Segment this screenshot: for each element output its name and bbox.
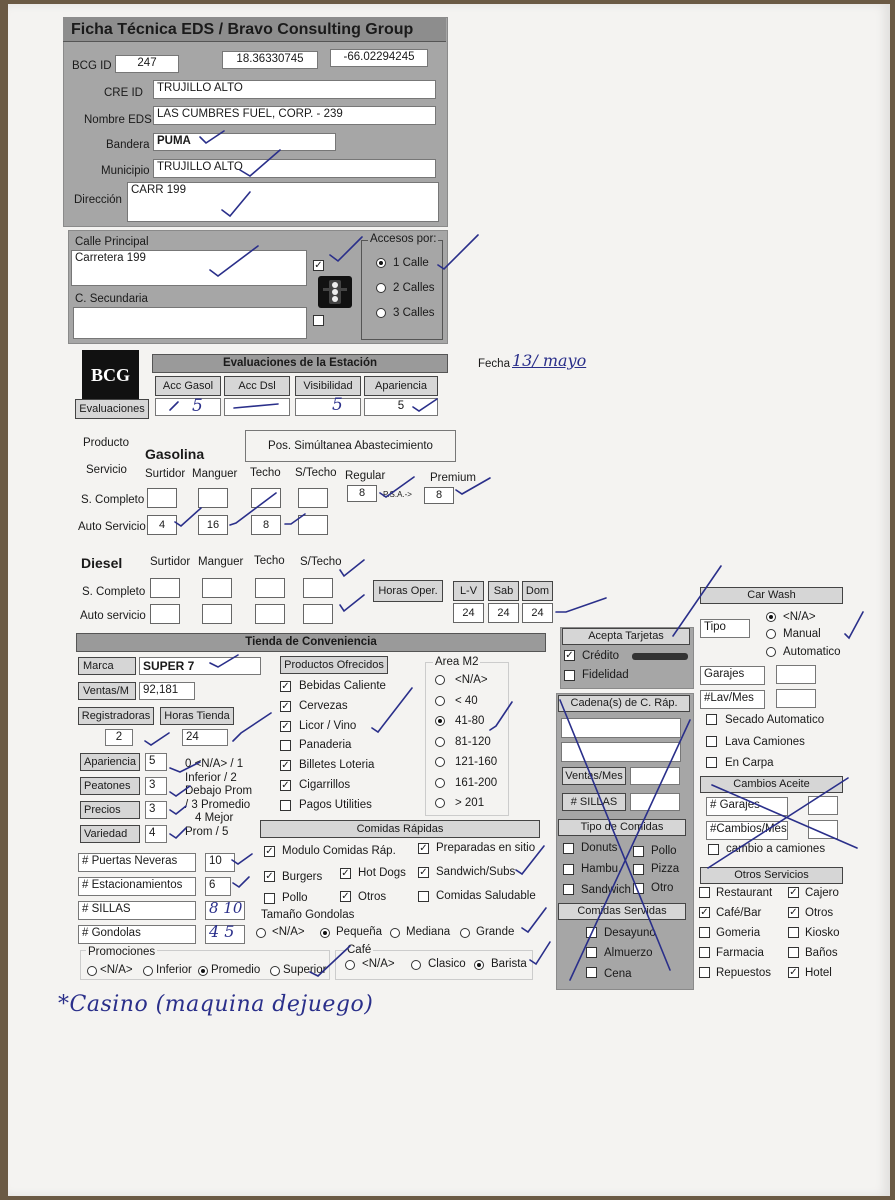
cb-preparadas[interactable]: ✓ <box>419 843 428 854</box>
latitude-field[interactable]: 18.36330745 <box>222 51 318 69</box>
servidas-header: Comidas Servidas <box>558 903 686 920</box>
cb-pollo[interactable] <box>264 893 275 904</box>
dsl-col-techo: Techo <box>254 555 285 567</box>
lbl-en-carpa: En Carpa <box>725 757 774 769</box>
dsl-row-s-completo: S. Completo <box>82 586 146 598</box>
eval-acc-gasol-value[interactable] <box>155 398 221 416</box>
carwash-auto-radio[interactable] <box>766 647 776 657</box>
area-radio[interactable] <box>435 675 445 685</box>
dsl-as-manguer[interactable] <box>202 604 232 624</box>
lbl-donuts: Donuts <box>581 842 618 854</box>
lbl-fidelidad: Fidelidad <box>582 669 629 681</box>
area-radio[interactable] <box>435 757 445 767</box>
producto-label: Producto <box>83 437 130 449</box>
bcg-logo: BCG <box>82 350 139 400</box>
area-radio[interactable] <box>435 737 445 747</box>
horas-tienda-field[interactable]: 24 <box>182 729 228 746</box>
cafe-radio[interactable] <box>411 960 421 970</box>
otros-checkbox[interactable]: ✓ <box>789 907 798 918</box>
aceite-cambios-field[interactable] <box>808 820 838 839</box>
promo-option-label: <N/A> <box>100 964 133 976</box>
puertas-label: # Puertas Neveras <box>78 853 196 872</box>
variedad-field[interactable]: 4 <box>145 825 167 843</box>
precios-label: Precios <box>80 801 140 819</box>
otros-checkbox[interactable] <box>699 967 710 978</box>
otros-label: Farmacia <box>716 947 764 959</box>
cre-label: CRE ID <box>104 87 143 99</box>
horas-lv-value[interactable]: 24 <box>453 603 484 623</box>
cb-pollo-c[interactable] <box>633 846 644 857</box>
gas-as-s-techo[interactable] <box>298 515 328 535</box>
horas-oper-label: Horas Oper. <box>373 580 443 602</box>
productos-label: Cervezas <box>299 699 348 712</box>
tarjetas-header: Acepta Tarjetas <box>562 628 690 645</box>
productos-label: Bebidas Caliente <box>299 680 386 692</box>
promo-radio[interactable] <box>143 966 153 976</box>
carwash-na-label: <N/A> <box>783 611 816 623</box>
form-title: Ficha Técnica EDS / Bravo Consulting Group <box>63 17 446 42</box>
productos-checkbox[interactable]: ✓ <box>281 760 290 772</box>
bandera-field[interactable]: PUMA <box>153 133 336 151</box>
bcg-id-field[interactable]: 247 <box>115 55 179 73</box>
lbl-cena: Cena <box>604 968 632 980</box>
cb-sandwich-c[interactable] <box>563 884 574 895</box>
lbl-pollo-c: Pollo <box>651 845 677 857</box>
gas-sc-surtidor[interactable] <box>147 488 177 508</box>
precios-field[interactable]: 3 <box>145 801 167 819</box>
productos-header: Productos Ofrecidos <box>280 656 388 674</box>
cb-fidelidad[interactable] <box>564 670 575 681</box>
garajes-field[interactable] <box>776 665 816 684</box>
eval-visibilidad-handwritten: 5 <box>332 395 343 415</box>
promo-option-label: Promedio <box>211 964 261 976</box>
cadena-ventas-label: Ventas/Mes <box>562 767 626 785</box>
area-radio[interactable] <box>435 716 445 726</box>
carwash-manual-radio[interactable] <box>766 629 776 639</box>
carwash-auto-label: Automatico <box>783 646 841 658</box>
area-option-label: 121-160 <box>455 756 498 768</box>
otros-label: Baños <box>805 947 838 959</box>
cb-otro-c[interactable] <box>633 883 644 894</box>
area-radio[interactable] <box>435 696 445 706</box>
nombre-field[interactable]: LAS CUMBRES FUEL, CORP. - 239 <box>153 106 436 125</box>
lbl-credito: Crédito <box>582 650 620 662</box>
gas-col-s-techo: S/Techo <box>295 467 337 479</box>
gas-row-auto-servicio: Auto Servicio <box>78 521 146 533</box>
horas-col-dom: Dom <box>522 581 553 601</box>
gondola-option-label: Grande <box>476 926 515 938</box>
productos-checkbox[interactable]: ✓ <box>281 720 290 732</box>
lbl-secado: Secado Automatico <box>725 714 825 726</box>
area-option-label: 41-80 <box>455 715 485 727</box>
promo-radio[interactable] <box>270 966 280 976</box>
lbl-modulo: Modulo Comidas Ráp. <box>282 845 396 857</box>
estacionamientos-label: # Estacionamientos <box>78 877 196 896</box>
gondola-title: Tamaño Gondolas <box>261 909 355 921</box>
gondola-option-label: Mediana <box>406 926 451 938</box>
gondola-option-label: <N/A> <box>272 926 305 938</box>
eval-acc-gasol-handwritten: 5 <box>192 396 203 416</box>
eval-col-acc-dsl: Acc Dsl <box>224 376 290 396</box>
gondolas-label: # Gondolas <box>78 925 196 944</box>
cadena-sillas-field[interactable] <box>630 793 680 811</box>
cb-secado[interactable] <box>706 714 717 725</box>
registradoras-label: Registradoras <box>78 707 154 725</box>
variedad-label: Variedad <box>80 825 140 843</box>
calle-principal-label: Calle Principal <box>75 236 149 248</box>
area-option-label: 81-120 <box>455 735 491 748</box>
premium-field[interactable]: 8 <box>424 487 454 504</box>
lbl-saludable: Comidas Saludable <box>436 890 536 902</box>
lbl-sandwich-c: Sandwich <box>581 884 631 896</box>
cadena-header: Cadena(s) de C. Ráp. <box>558 695 690 712</box>
otros-checkbox[interactable] <box>699 947 710 958</box>
gas-as-techo[interactable]: 8 <box>251 515 281 535</box>
otros-checkbox[interactable]: ✓ <box>789 887 798 898</box>
scale-2: Inferior / 2 <box>185 772 237 784</box>
traffic-light-icon <box>318 276 352 308</box>
gas-sc-s-techo[interactable] <box>298 488 328 508</box>
promo-radio[interactable] <box>87 966 97 976</box>
promo-option-label: Inferior <box>156 964 192 976</box>
accesos-2-label: 2 Calles <box>393 282 435 294</box>
gas-sc-techo[interactable] <box>251 488 281 508</box>
dsl-sc-s-techo[interactable] <box>303 578 333 598</box>
scale-1: 0 <N/A> / 1 <box>185 758 244 770</box>
horas-col-sab: Sab <box>488 581 519 601</box>
credito-scribble <box>632 653 688 660</box>
dsl-col-s-techo: S/Techo <box>300 556 342 568</box>
otros-checkbox[interactable] <box>699 927 710 938</box>
principal-light-checkbox[interactable]: ✓ <box>314 260 323 271</box>
otros-checkbox[interactable] <box>699 887 710 898</box>
municipio-field[interactable]: TRUJILLO ALTO <box>153 159 436 178</box>
gas-as-manguer[interactable]: 16 <box>198 515 228 535</box>
otros-label: Cajero <box>805 887 839 899</box>
carwash-header: Car Wash <box>700 587 843 604</box>
area-option-label: <N/A> <box>455 674 488 686</box>
marca-label: Marca <box>78 657 136 675</box>
peatones-label: Peatones <box>80 777 140 795</box>
gondola-radio[interactable] <box>460 928 470 938</box>
productos-checkbox[interactable]: ✓ <box>281 780 290 791</box>
secundaria-light-checkbox[interactable] <box>313 315 324 326</box>
dsl-as-surtidor[interactable] <box>150 604 180 624</box>
sillas-handwritten: 8 10 <box>209 899 243 917</box>
lbl-preparadas: Preparadas en sitio <box>436 842 536 854</box>
gas-row-s-completo: S. Completo <box>81 494 145 506</box>
gas-col-techo: Techo <box>250 467 281 479</box>
otros-checkbox[interactable] <box>788 947 799 958</box>
lav-mes-field[interactable] <box>776 689 816 708</box>
cafe-option-label: Clasico <box>428 958 466 970</box>
tienda-header: Tienda de Conveniencia <box>76 633 546 652</box>
otros-label: Restaurant <box>716 887 773 899</box>
cafe-option-label: <N/A> <box>362 958 395 970</box>
otros-label: Repuestos <box>716 967 771 979</box>
carwash-manual-label: Manual <box>783 628 821 640</box>
cafe-radio[interactable] <box>345 960 355 970</box>
productos-checkbox[interactable] <box>280 740 291 751</box>
psa-label: P.S.A.-> <box>383 490 412 499</box>
evaluaciones-header: Evaluaciones de la Estación <box>152 354 448 373</box>
horas-tienda-label: Horas Tienda <box>160 707 234 725</box>
accesos-3-radio[interactable] <box>376 308 386 318</box>
servicio-label: Servicio <box>86 464 127 476</box>
aceite-header: Cambios Aceite <box>700 776 843 793</box>
dsl-sc-manguer[interactable] <box>202 578 232 598</box>
otros-label: Café/Bar <box>716 907 762 919</box>
regular-label: Regular <box>345 470 386 482</box>
area-option-label: > 201 <box>455 797 485 809</box>
lbl-burgers: Burgers <box>282 871 323 883</box>
productos-label: Licor / Vino <box>299 719 357 732</box>
dsl-as-techo[interactable] <box>255 604 285 624</box>
area-radio[interactable] <box>435 798 445 808</box>
bandera-label: Bandera <box>106 139 150 151</box>
cafe-title: Café <box>347 944 372 956</box>
productos-checkbox[interactable] <box>280 800 291 811</box>
otros-checkbox[interactable] <box>788 927 799 938</box>
carwash-tipo-label: Tipo <box>700 619 750 638</box>
otros-checkbox[interactable]: ✓ <box>700 907 709 918</box>
pos-simultanea-title: Pos. Simúltanea Abastecimiento <box>245 430 456 462</box>
cb-modulo[interactable]: ✓ <box>265 846 274 857</box>
gas-sc-manguer[interactable] <box>198 488 228 508</box>
cadena-sillas-label: # SILLAS <box>562 793 626 811</box>
lbl-otros-comida: Otros <box>358 891 387 903</box>
cre-field[interactable]: TRUJILLO ALTO <box>153 80 436 99</box>
otros-checkbox[interactable]: ✓ <box>789 967 798 978</box>
fecha-label: Fecha <box>478 358 510 370</box>
gas-col-surtidor: Surtidor <box>145 468 186 480</box>
accesos-1-label: 1 Calle <box>393 257 429 269</box>
estacionamientos-field[interactable]: 6 <box>205 877 231 896</box>
gondola-radio[interactable] <box>256 928 266 938</box>
gas-col-manguer: Manguer <box>192 468 238 480</box>
cb-otros-comida[interactable]: ✓ <box>341 891 350 902</box>
lbl-otro-c: Otro <box>651 882 674 894</box>
cb-saludable[interactable] <box>418 891 429 902</box>
eval-col-visibilidad: Visibilidad <box>295 376 361 396</box>
nombre-label: Nombre EDS <box>84 114 152 126</box>
cafe-radio[interactable] <box>474 960 484 970</box>
scale-3: Debajo Prom <box>185 785 253 797</box>
puertas-field[interactable]: 10 <box>205 853 235 872</box>
lbl-hotdogs: Hot Dogs <box>358 867 406 879</box>
promo-option-label: Superior <box>283 964 327 976</box>
cb-desayuno[interactable] <box>586 927 597 938</box>
accesos-1-radio[interactable] <box>376 258 386 268</box>
promo-radio[interactable] <box>198 966 208 976</box>
lbl-hambu: Hambu. <box>581 863 622 875</box>
scale-5: 4 Mejor <box>195 812 234 824</box>
dsl-row-auto-servicio: Auto servicio <box>80 610 146 622</box>
cb-en-carpa[interactable] <box>706 757 717 768</box>
bcg-id-label: BCG ID <box>72 60 112 72</box>
productos-label: Cigarrillos <box>299 779 351 791</box>
gondola-radio[interactable] <box>320 928 330 938</box>
cb-cambio-camiones[interactable] <box>708 844 719 855</box>
eval-visibilidad-value[interactable] <box>295 398 361 416</box>
cb-credito[interactable]: ✓ <box>565 650 574 661</box>
dsl-sc-techo[interactable] <box>255 578 285 598</box>
gondola-radio[interactable] <box>390 928 400 938</box>
dsl-col-manguer: Manguer <box>198 556 244 568</box>
lbl-desayuno: Desayuno <box>604 927 656 939</box>
aceite-garajes-field[interactable] <box>808 796 838 815</box>
comidas-header: Comidas Rápidas <box>260 820 540 838</box>
scale-6: Prom / 5 <box>185 826 229 838</box>
lbl-pollo: Pollo <box>282 892 308 904</box>
productos-label: Panaderia <box>299 739 352 752</box>
horas-dom-value[interactable]: 24 <box>522 603 553 623</box>
productos-label: Billetes Loteria <box>299 759 375 772</box>
otros-label: Hotel <box>805 967 832 979</box>
otros-label: Gomeria <box>716 927 761 939</box>
marca-field[interactable]: SUPER 7 <box>139 657 261 675</box>
eval-acc-dsl-value[interactable] <box>224 398 290 416</box>
ventas-field[interactable]: 92,181 <box>139 682 195 700</box>
productos-label: Pagos Utilities <box>299 798 372 811</box>
otros-label: Kiosko <box>805 927 840 939</box>
regular-field[interactable]: 8 <box>347 485 377 502</box>
gondolas-handwritten: 4 5 <box>209 922 235 941</box>
calle-secundaria-label: C. Secundaria <box>75 293 148 305</box>
cadena-field-2[interactable] <box>561 742 681 762</box>
registradoras-field[interactable]: 2 <box>105 729 133 746</box>
cb-pizza[interactable] <box>633 864 644 875</box>
lbl-sandwich: Sandwich/Subs <box>436 866 516 878</box>
direccion-label: Dirección <box>74 194 122 206</box>
area-radio[interactable] <box>435 778 445 788</box>
aceite-garajes-label: # Garajes <box>706 797 788 816</box>
cb-donuts[interactable] <box>563 843 574 854</box>
productos-checkbox[interactable]: ✓ <box>281 700 290 712</box>
gas-as-surtidor[interactable]: 4 <box>147 515 177 535</box>
apariencia-label: Apariencia <box>80 753 140 771</box>
eval-apariencia-value[interactable]: 5 <box>364 398 438 416</box>
cb-cena[interactable] <box>586 967 597 978</box>
area-title: Area M2 <box>435 656 479 668</box>
aceite-cambios-label: #Cambios/Mes <box>706 821 788 840</box>
lbl-lava-camiones: Lava Camiones <box>725 736 805 748</box>
municipio-label: Municipio <box>101 165 150 177</box>
carwash-na-radio[interactable] <box>766 612 776 622</box>
garajes-label: Garajes <box>700 666 765 685</box>
lbl-almuerzo: Almuerzo <box>604 947 653 959</box>
cb-burgers[interactable]: ✓ <box>265 871 274 882</box>
cadena-ventas-field[interactable] <box>630 767 680 785</box>
lbl-pizza: Pizza <box>651 863 680 875</box>
cafe-option-label: Barista <box>491 958 527 970</box>
peatones-field[interactable]: 3 <box>145 777 167 795</box>
cb-almuerzo[interactable] <box>586 947 597 958</box>
lbl-cambio-camiones: cambio a camiones <box>726 843 826 855</box>
promo-title: Promociones <box>88 946 156 958</box>
evaluaciones-row-label: Evaluaciones <box>75 399 149 419</box>
accesos-label: Accesos por: <box>370 233 437 245</box>
dsl-sc-surtidor[interactable] <box>150 578 180 598</box>
cb-hotdogs[interactable]: ✓ <box>341 868 350 879</box>
casino-note: *Casino (maquina dejuego) <box>58 992 374 1017</box>
direccion-field[interactable]: CARR 199 <box>127 182 439 222</box>
eval-col-acc-gasol: Acc Gasol <box>155 376 221 396</box>
apariencia-field[interactable]: 5 <box>145 753 167 771</box>
cadena-field-1[interactable] <box>561 718 681 738</box>
premium-label: Premium <box>430 472 477 484</box>
tipo-comidas-header: Tipo de Comidas <box>558 819 686 836</box>
calle-secundaria-field[interactable] <box>73 307 307 339</box>
longitude-field[interactable]: -66.02294245 <box>330 49 428 67</box>
horas-col-lv: L-V <box>453 581 484 601</box>
cb-lava-camiones[interactable] <box>706 736 717 747</box>
otros-header: Otros Servicios <box>700 867 843 884</box>
accesos-2-radio[interactable] <box>376 283 386 293</box>
area-option-label: 161-200 <box>455 776 498 789</box>
area-option-label: < 40 <box>455 694 478 707</box>
lav-mes-label: #Lav/Mes <box>700 690 765 709</box>
diesel-title: Diesel <box>81 555 123 571</box>
gasolina-title: Gasolina <box>145 446 205 462</box>
ventas-label: Ventas/M <box>78 682 136 700</box>
gondola-option-label: Pequeña <box>336 926 383 938</box>
otros-label: Otros <box>805 907 834 919</box>
sillas-label: # SILLAS <box>78 901 196 920</box>
horas-sab-value[interactable]: 24 <box>488 603 519 623</box>
productos-checkbox[interactable]: ✓ <box>281 681 290 692</box>
calle-principal-field[interactable]: Carretera 199 <box>71 250 307 286</box>
dsl-as-s-techo[interactable] <box>303 604 333 624</box>
cb-sandwich[interactable]: ✓ <box>419 867 428 878</box>
cb-hambu[interactable] <box>563 864 574 875</box>
dsl-col-surtidor: Surtidor <box>150 556 191 568</box>
fecha-value: 13/ mayo <box>512 351 587 370</box>
accesos-3-label: 3 Calles <box>393 307 435 319</box>
scale-4: / 3 Promedio <box>185 799 251 811</box>
eval-col-apariencia: Apariencia <box>364 376 438 396</box>
